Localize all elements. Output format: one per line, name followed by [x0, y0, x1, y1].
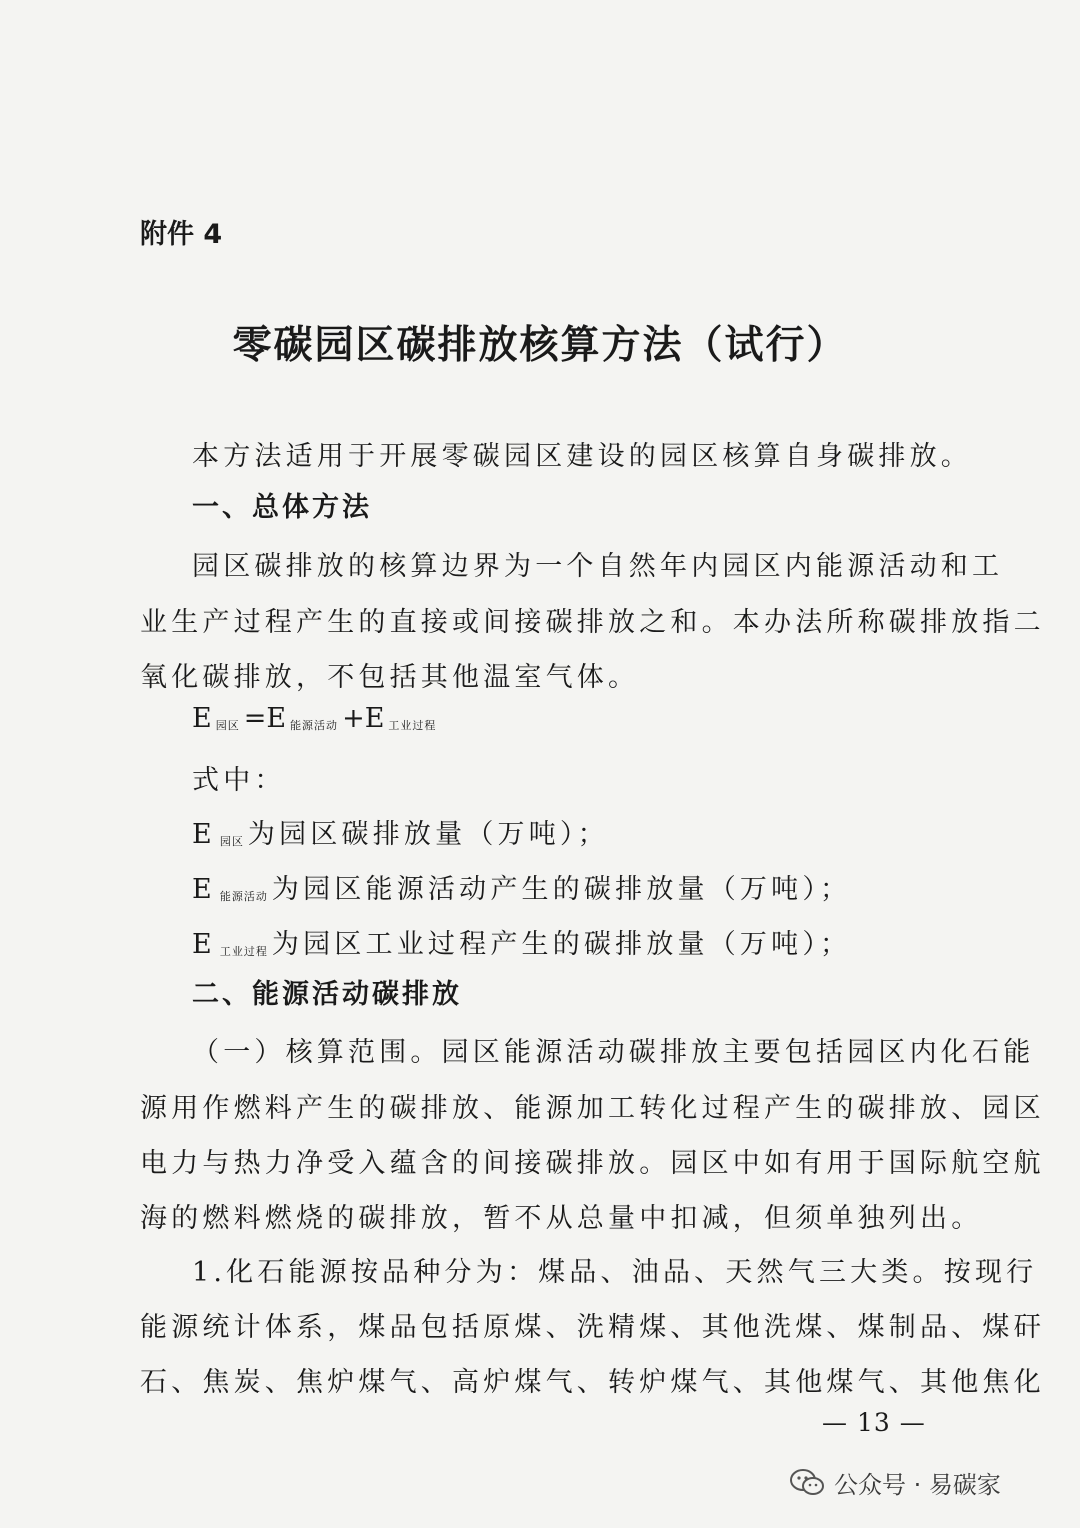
paragraph-2-line-3: 电力与热力净受入蕴含的间接碳排放。园区中如有用于国际航空航: [140, 1148, 1045, 1179]
document-title: 零碳园区碳排放核算方法（试行）: [232, 322, 848, 368]
paragraph-2-line-2: 源用作燃料产生的碳排放、能源加工转化过程产生的碳排放、园区: [140, 1093, 1045, 1124]
shizhong-label: 式中：: [192, 765, 286, 796]
section-heading-1: 一、总体方法: [192, 492, 372, 523]
attachment-label: 附件 4: [140, 219, 223, 250]
footer-watermark: [790, 1465, 1001, 1500]
paragraph-2-line-4: 海的燃料燃烧的碳排放，暂不从总量中扣减，但须单独列出。: [140, 1203, 983, 1234]
paragraph-1-line-2: 业生产过程产生的直接或间接碳排放之和。本办法所称碳排放指二: [140, 607, 1045, 638]
formula: E园区 =E 能源活动 +E 工业过程: [192, 703, 437, 734]
definition-industry: E工业过程 为园区工业过程产生的碳排放量（万吨）；: [192, 929, 852, 960]
paragraph-1-line-1: 园区碳排放的核算边界为一个自然年内园区内能源活动和工: [192, 551, 1004, 582]
paragraph-1-line-3: 氧化碳排放，不包括其他温室气体。: [140, 662, 640, 693]
page-number: — 13 —: [822, 1408, 926, 1437]
definition-energy: E能源活动 为园区能源活动产生的碳排放量（万吨）；: [192, 874, 852, 905]
intro-paragraph: 本方法适用于开展零碳园区建设的园区核算自身碳排放。: [192, 441, 972, 472]
paragraph-3-line-3: 石、焦炭、焦炉煤气、高炉煤气、转炉煤气、其他煤气、其他焦化: [140, 1367, 1045, 1398]
footer-label: 公众号 · 易碳家: [834, 1471, 1001, 1499]
paragraph-2-line-1: （一）核算范围。园区能源活动碳排放主要包括园区内化石能: [192, 1037, 1035, 1068]
paragraph-3-line-1: 1.化石能源按品种分为：煤品、油品、天然气三大类。按现行: [192, 1257, 1038, 1288]
section-heading-2: 二、能源活动碳排放: [192, 979, 462, 1010]
definition-park: E园区 为园区碳排放量（万吨）；: [192, 819, 609, 850]
wechat-icon: [790, 1469, 824, 1497]
paragraph-3-line-2: 能源统计体系，煤品包括原煤、洗精煤、其他洗煤、煤制品、煤矸: [140, 1312, 1045, 1343]
